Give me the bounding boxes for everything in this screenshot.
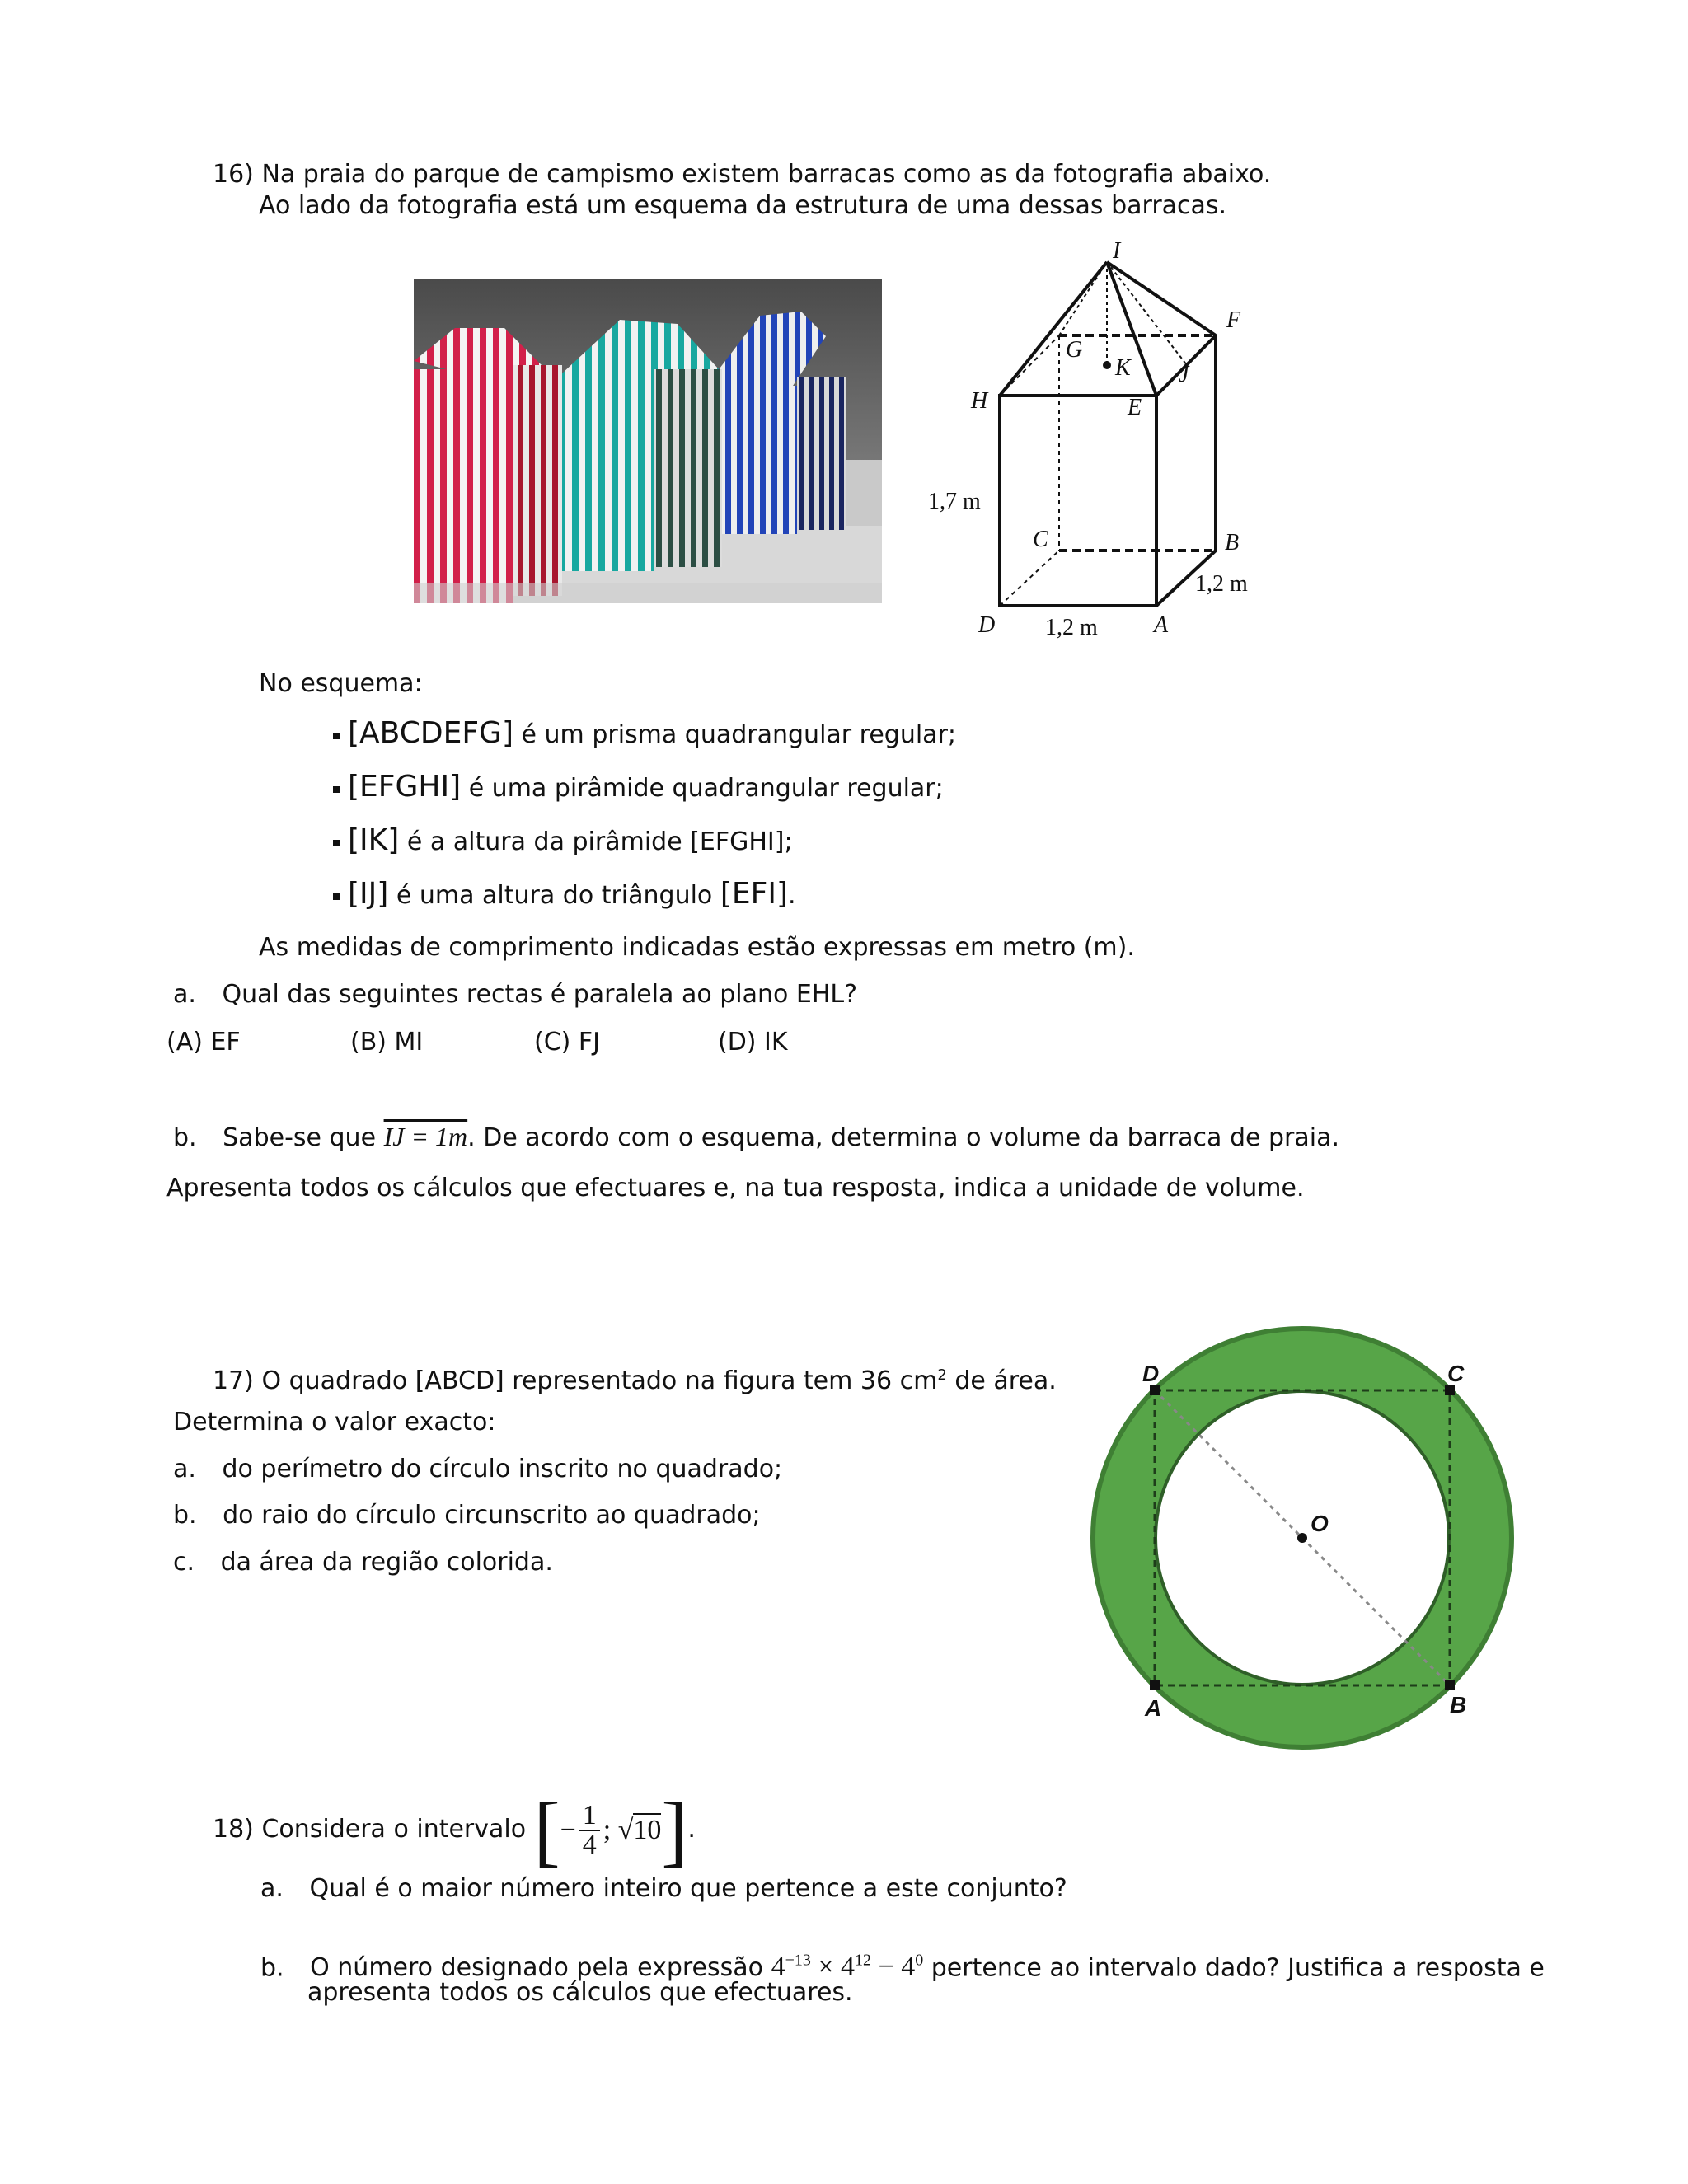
q16a-letter: a. [173, 980, 196, 1009]
q18-minus: − [560, 1814, 576, 1845]
q18-frac-den: 4 [582, 1829, 597, 1860]
height-IJ [1107, 262, 1187, 365]
q17-number: 17) [213, 1366, 254, 1395]
label-F: F [1226, 307, 1241, 333]
bullet-3-math: [IK] [348, 823, 400, 857]
sqrt-icon: √ [617, 1814, 634, 1845]
bullet-3 [333, 823, 793, 857]
bullet-4-math: [IJ] [348, 877, 389, 911]
q18b-post: pertence ao intervalo dado? Justifica a resposta e [931, 1953, 1545, 1983]
bullet-4-text: é uma altura do triângulo [396, 881, 713, 910]
bullet-1-text: é um prisma quadrangular regular; [521, 720, 957, 749]
bullet-4-math2: [EFI] [720, 877, 789, 911]
expr-base2: 4 [841, 1952, 856, 1983]
label-C: C [1447, 1361, 1465, 1386]
tent-structure-diagram [915, 235, 1278, 647]
expr-exp2: 12 [855, 1952, 872, 1970]
bullet-4-tail: . [788, 881, 796, 910]
label-O: O [1311, 1511, 1329, 1536]
vertex-D-marker [1150, 1385, 1160, 1395]
measure-height: 1,7 m [928, 489, 981, 514]
q17c-letter: c. [173, 1548, 195, 1577]
q17a-text: do perímetro do círculo inscrito no quadrado; [222, 1455, 783, 1483]
bullet-3-text: é a altura da pirâmide [EFGHI]; [406, 827, 793, 856]
q17-determina: Determina o valor exacto: [173, 1408, 496, 1436]
q17b [173, 1501, 761, 1530]
q18-number: 18) [213, 1815, 254, 1844]
bullet-square-icon [333, 786, 340, 793]
bullet-2 [333, 772, 944, 804]
left-bracket: [ [533, 1785, 560, 1874]
q16b [173, 1122, 1339, 1153]
q16a-text: Qual das seguintes rectas é paralela ao plano EHL? [222, 980, 858, 1009]
q17b-letter: b. [173, 1501, 197, 1530]
edge-HI [1000, 262, 1107, 396]
label-B: B [1450, 1692, 1467, 1718]
bullet-1-math: [ABCDEFG] [348, 716, 513, 750]
q16-intro2: Ao lado da fotografia está um esquema da estrutura de uma dessas barracas. [259, 191, 1227, 220]
label-K: K [1115, 355, 1131, 381]
beach-tents-photo [414, 279, 882, 603]
q16b-pre: Sabe-se que [223, 1123, 377, 1152]
option-c: (C) FJ [534, 1028, 600, 1057]
q18b-letter: b. [260, 1953, 284, 1983]
vertex-C-marker [1445, 1385, 1455, 1395]
q17-intro [213, 1361, 1057, 1396]
label-H: H [971, 388, 988, 414]
bullet-2-math: [EFGHI] [348, 770, 462, 804]
label-D: D [1142, 1361, 1160, 1386]
q16b-post: . De acordo com o esquema, determina o volume da barraca de praia. [467, 1123, 1340, 1152]
option-b: (B) MI [350, 1028, 424, 1057]
bullet-square-icon [333, 840, 340, 846]
expr-times: × [818, 1952, 834, 1983]
q18b-line2: apresenta todos os cálculos que efectuares. [307, 1978, 853, 2007]
label-A: A [1145, 1695, 1162, 1721]
vertex-B-marker [1445, 1680, 1455, 1690]
edge-FI [1107, 262, 1216, 335]
q18-intro [213, 1785, 696, 1874]
label-B: B [1225, 530, 1240, 555]
right-bracket: ] [661, 1785, 688, 1874]
q18-intro-text: Considera o intervalo [261, 1815, 527, 1844]
prism-front-edges [1000, 396, 1156, 606]
label-I: I [1113, 238, 1121, 264]
q17a [173, 1455, 782, 1484]
q18-frac-num: 1 [579, 1802, 600, 1831]
point-K [1103, 361, 1111, 369]
q16-number: 16) [213, 160, 254, 189]
no-esquema-label: No esquema: [259, 669, 423, 698]
edge-GI [1059, 262, 1107, 335]
q18-interval [533, 1785, 688, 1874]
q16-intro-line1 [213, 160, 1271, 190]
vertex-A-marker [1150, 1680, 1160, 1690]
bullet-2-text: é uma pirâmide quadrangular regular; [468, 774, 944, 803]
q18a-text: Qual é o maior número inteiro que pertence a este conjunto? [309, 1874, 1067, 1903]
expr-exp3: 0 [915, 1952, 924, 1970]
q18a-letter: a. [260, 1874, 284, 1903]
q17b-text: do raio do círculo circunscrito ao quadrado; [223, 1501, 761, 1530]
q17a-letter: a. [173, 1455, 196, 1483]
q16b-line2: Apresenta todos os cálculos que efectuares e, na tua resposta, indica a unidade de volume. [166, 1174, 1305, 1202]
q18-sqrt-arg: 10 [633, 1814, 662, 1845]
edge-DC [1000, 551, 1059, 606]
option-d: (D) IK [718, 1028, 788, 1057]
expr-exp1: −13 [785, 1952, 811, 1970]
q17-intro-pre: O quadrado [ABCD] representado na figura tem 36 cm [261, 1366, 938, 1395]
q16a [173, 980, 857, 1010]
expr-base1: 4 [771, 1952, 785, 1983]
option-a: (A) EF [166, 1028, 241, 1057]
label-A: A [1154, 612, 1169, 638]
measure-ab: 1,2 m [1195, 571, 1248, 597]
label-G: G [1066, 337, 1083, 363]
q16b-letter: b. [173, 1123, 197, 1152]
label-D: D [978, 612, 996, 638]
bullet-square-icon [333, 733, 340, 739]
units-note: As medidas de comprimento indicadas estão expressas em metro (m). [259, 933, 1135, 962]
bullet-1 [333, 716, 957, 750]
q18b-pre: O número designado pela expressão [310, 1953, 764, 1983]
q18-sep: ; [603, 1814, 612, 1845]
center-O [1297, 1533, 1307, 1543]
q17c-text: da área da região colorida. [220, 1548, 553, 1577]
expr-minus: − [878, 1952, 894, 1983]
q17-intro-post: de área. [946, 1366, 1057, 1395]
q18-fraction [579, 1799, 600, 1860]
bullet-4 [333, 879, 796, 911]
label-E: E [1128, 395, 1142, 420]
q17c [173, 1548, 553, 1577]
q16-intro1: Na praia do parque de campismo existem barracas como as da fotografia abaixo. [261, 160, 1272, 189]
bullet-square-icon [333, 893, 340, 900]
measure-da: 1,2 m [1045, 615, 1098, 640]
q18-tail: . [687, 1815, 696, 1844]
q16b-formula: IJ = 1m [383, 1122, 468, 1151]
label-J: J [1179, 362, 1189, 387]
label-C: C [1033, 527, 1048, 552]
q17-intro-sup: 2 [937, 1366, 947, 1384]
edge-EI [1107, 262, 1156, 396]
q18a [260, 1874, 1067, 1904]
expr-base3: 4 [901, 1952, 916, 1983]
ring-square-figure [1080, 1310, 1525, 1755]
